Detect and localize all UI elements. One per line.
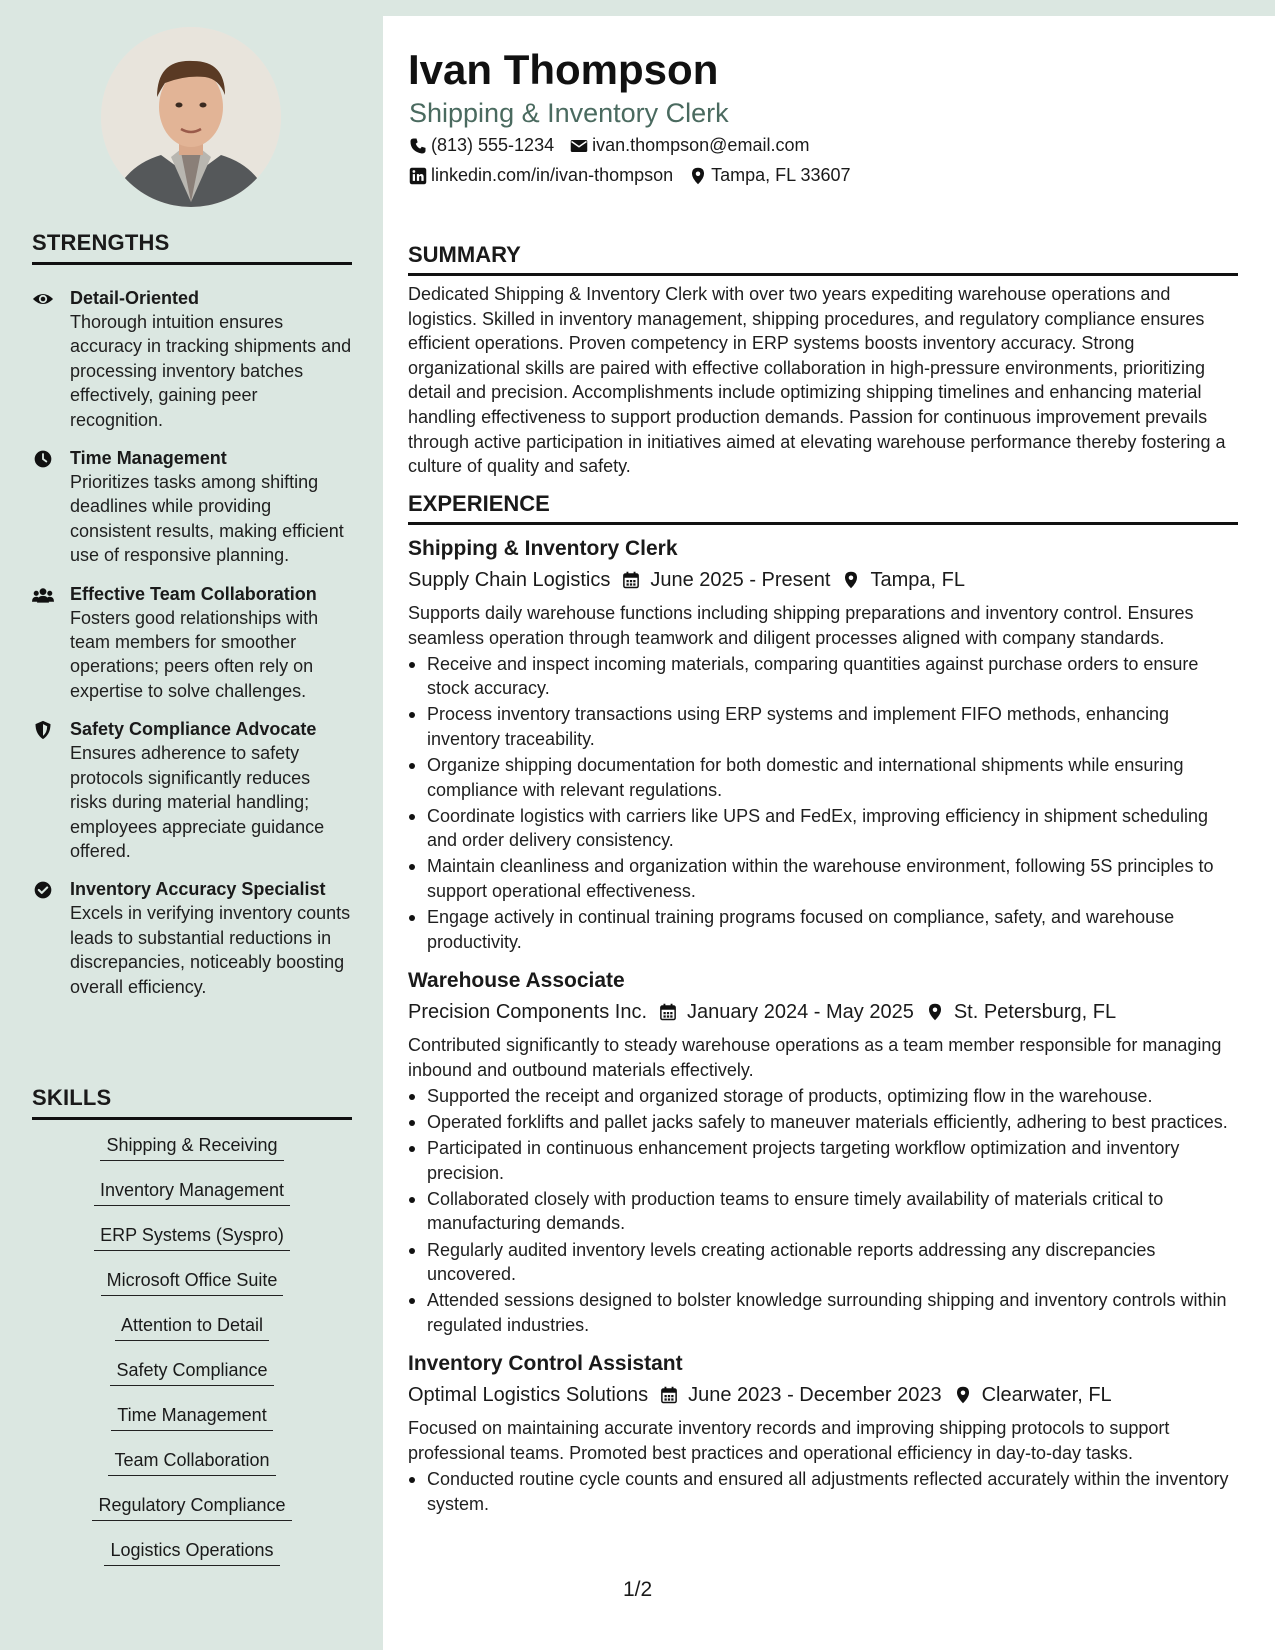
job-dates: June 2025 - Present [650,569,831,591]
job-dates: January 2024 - May 2025 [687,1001,914,1024]
job-role: Warehouse Associate [408,969,625,993]
strength-title: Detail-Oriented [70,288,200,308]
contact-row [409,165,867,186]
bullet-item: Receive and inspect incoming materials, comparing quantities against purchase orders to ensure stock accuracy. [408,652,1238,701]
skill-item: Regulatory Compliance [92,1493,291,1521]
job-meta [408,996,1238,1028]
skills-list [32,1133,352,1583]
strength-description: Ensures adherence to safety protocols significantly reduces risks during material handling; employees appreciate guidance offered. [70,743,325,861]
phone-text: (813) 555-1234 [431,135,555,155]
strength-title: Safety Compliance Advocate [70,719,317,740]
job-location: Clearwater, FL [981,1384,1112,1407]
person-photo-icon [101,27,281,207]
envelope-icon [570,137,588,155]
job-role: Shipping & Inventory Clerk [408,537,678,560]
location-text: Tampa, FL 33607 [711,165,851,185]
skill-item: Time Management [111,1403,272,1431]
map-pin-icon [954,1386,972,1404]
sidebar [0,0,383,1650]
phone-icon [409,137,427,155]
job-bullets [408,652,1238,955]
job-company: Optimal Logistics Solutions [408,1384,649,1407]
strengths-list [32,286,352,1013]
check-circle-icon [32,880,54,900]
contact-row [409,135,825,156]
shield-icon [32,720,54,740]
job-bullets [408,1467,1238,1516]
skill-item: Logistics Operations [104,1538,279,1566]
job-location: St. Petersburg, FL [953,1001,1117,1024]
job-company: Precision Components Inc. [408,1001,648,1024]
calendar-icon [659,1003,677,1021]
strength-title: Effective Team Collaboration [70,583,317,604]
job-company: Supply Chain Logistics [408,569,611,591]
bullet-item: Coordinate logistics with carriers like UPS and FedEx, improving efficiency in shipment scheduling and order delivery consistency. [408,804,1238,853]
job-entry [408,1349,1238,1516]
summary-heading: SUMMARY [408,242,1238,276]
bullet-item: Operated forklifts and pallet jacks safely to maneuver materials efficiently, adhering to best practices. [408,1110,1238,1135]
map-pin-icon [842,571,860,589]
email-contact[interactable] [570,135,809,156]
bullet-item: Organize shipping documentation for both domestic and international shipments while ensuring compliance with relevant regulations. [408,753,1238,802]
bullet-item: Conducted routine cycle counts and ensured all adjustments reflected accurately within the inventory system. [408,1467,1238,1516]
skill-item: ERP Systems (Syspro) [94,1223,290,1251]
skill-item: Shipping & Receiving [100,1133,283,1161]
map-pin-icon [689,167,707,185]
main-content [383,16,1275,1650]
strength-item [32,286,352,432]
strength-item [32,877,352,999]
candidate-title: Shipping & Inventory Clerk [409,98,729,128]
strength-description: Excels in verifying inventory counts leads to substantial reductions in discrepancies, noticeably boosting overall efficiency. [70,903,351,997]
strength-item [32,446,352,568]
candidate-name: Ivan Thompson [408,46,719,93]
page-number: 1/2 [623,1578,653,1601]
job-entry [408,966,1238,1337]
summary-text: Dedicated Shipping & Inventory Clerk with over two years expediting warehouse operations and logistics. Skilled in inventory management, shipping procedures, and regulatory compliance ensures efficient operations. Proven competency in ERP systems boosts inventory accuracy. Strong organizational skills are paired with effective collaboration in high-pressure environments, prioritizing detail and precision. Accomplishments include optimizing shipping timelines and enhancing material handling effectiveness to support production demands. Passion for continuous improvement prevails through active participation in initiatives aimed at elevating warehouse performance thereby fostering a culture of quality and safety. [408,284,1226,477]
strength-title: Time Management [70,448,227,469]
clock-icon [32,449,54,469]
email-text[interactable]: ivan.thompson@email.com [592,135,810,155]
bullet-item: Engage actively in continual training programs focused on compliance, safety, and warehouse productivity. [408,905,1238,954]
skill-item: Microsoft Office Suite [101,1268,284,1296]
skill-item: Attention to Detail [115,1313,269,1341]
experience-heading: EXPERIENCE [408,491,1238,525]
bullet-item: Supported the receipt and organized storage of products, optimizing flow in the warehouse. [408,1084,1238,1109]
linkedin-text[interactable]: linkedin.com/in/ivan-thompson [431,165,674,185]
strength-item [32,717,352,863]
map-pin-icon [926,1003,944,1021]
strength-item [32,582,352,704]
bullet-item: Collaborated closely with production teams to ensure timely availability of materials critical to manufacturing demands. [408,1187,1238,1236]
profile-photo [101,27,281,207]
team-icon [32,585,54,605]
strength-description: Fosters good relationships with team members for smoother operations; peers often rely on expertise to solve challenges. [70,607,319,701]
bullet-item: Maintain cleanliness and organization within the warehouse environment, following 5S principles to support operational effectiveness. [408,854,1238,903]
job-meta [408,1379,1238,1411]
bullet-item: Regularly audited inventory levels creating actionable reports addressing any discrepancies uncovered. [408,1238,1238,1287]
bullet-item: Participated in continuous enhancement projects targeting workflow optimization and inventory precision. [408,1136,1238,1185]
calendar-icon [622,571,640,589]
strength-description: Prioritizes tasks among shifting deadlines while providing consistent results, making efficient use of responsive planning. [70,472,344,566]
strengths-heading: STRENGTHS [32,230,352,265]
bullet-item: Process inventory transactions using ERP systems and implement FIFO methods, enhancing inventory traceability. [408,702,1238,751]
job-dates: June 2023 - December 2023 [688,1384,942,1407]
job-description: Supports daily warehouse functions including shipping preparations and inventory control. Ensures seamless operation through teamwork and diligent processes aligned with company standards. [408,603,1194,648]
job-location: Tampa, FL [870,569,965,591]
phone-contact [409,135,554,156]
job-description: Focused on maintaining accurate inventory records and improving shipping protocols to support professional teams. Promoted best practices and operational efficiency in day-to-day tasks. [408,1418,1170,1464]
calendar-icon [660,1386,678,1404]
location-contact [689,165,850,186]
job-role: Inventory Control Assistant [408,1352,683,1376]
skill-item: Team Collaboration [108,1448,275,1476]
linkedin-icon [409,167,427,185]
linkedin-contact[interactable] [409,165,673,186]
eye-icon [32,289,54,309]
skills-heading: SKILLS [32,1085,352,1120]
strength-description: Thorough intuition ensures accuracy in tracking shipments and processing inventory batches effectively, gaining peer recognition. [70,312,352,430]
job-bullets [408,1084,1238,1337]
experience-list [408,534,1238,1528]
strength-title: Inventory Accuracy Specialist [70,879,326,900]
job-description: Contributed significantly to steady warehouse operations as a team member responsible for managing inbound and outbound materials effectively. [408,1035,1222,1080]
skill-item: Inventory Management [94,1178,290,1206]
bullet-item: Attended sessions designed to bolster knowledge surrounding shipping and inventory controls within regulated industries. [408,1288,1238,1337]
skill-item: Safety Compliance [110,1358,273,1386]
job-meta [408,564,1238,596]
job-entry [408,534,1238,954]
